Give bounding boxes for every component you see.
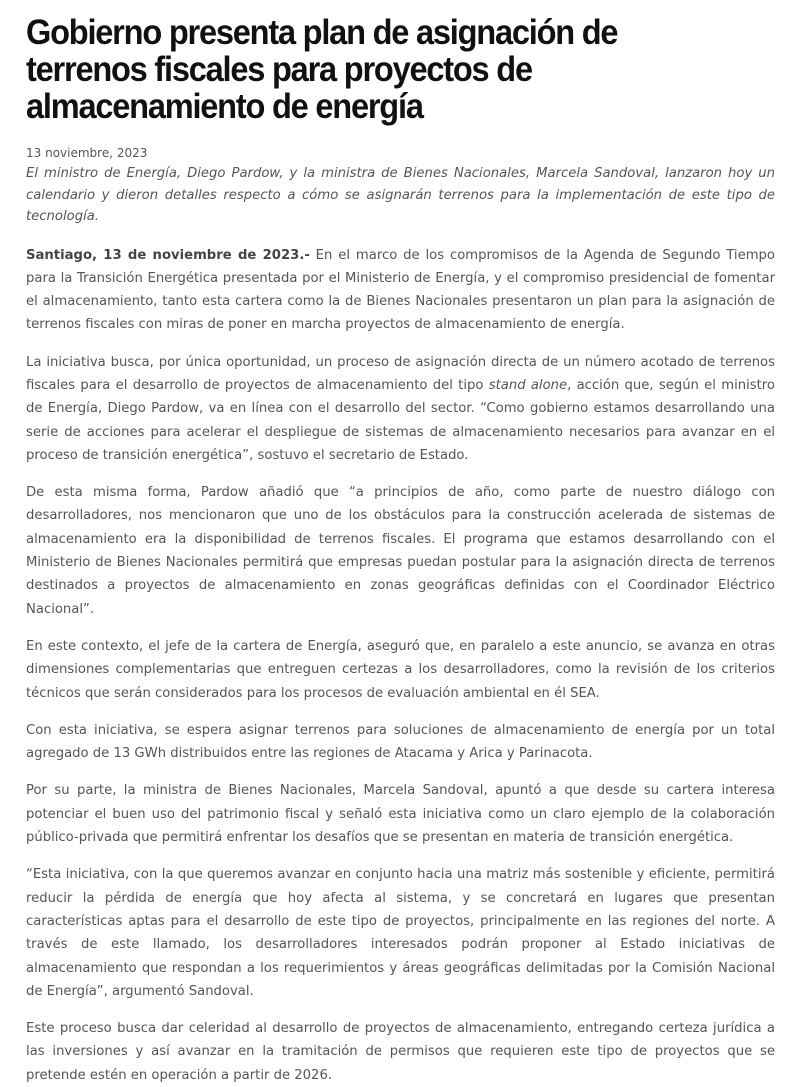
paragraph-6: Por su parte, la ministra de Bienes Nacionales, Marcela Sandoval, apuntó a que desde su cartera interesa potenciar el buen uso del patrimonio fiscal y señaló esta iniciativa como un claro ejemplo de la colaboración público-privada que permitirá enfrentar los desafíos que se presentan en materia de transición energética.	[26, 783, 775, 846]
paragraph-2-text-b: , acción que, según el ministro de Energía, Diego Pardow, va en línea con el desarrollo del sector. “Como gobierno estamos desarrollando una serie de acciones para acelerar el despliegue de sistemas de almacenamiento necesarios para avanzar en el proceso de transición energética”, sostuvo el secretario de Estado.	[26, 377, 775, 463]
dateline: Santiago, 13 de noviembre de 2023.-	[26, 247, 310, 263]
publish-date: 13 noviembre, 2023	[26, 146, 148, 160]
paragraph-2-emphasis: stand alone	[488, 377, 568, 393]
article-lead: El ministro de Energía, Diego Pardow, y la ministra de Bienes Nacionales, Marcela Sandoval, lanzaron hoy un calendario y dieron detalles respecto a cómo se asignarán terrenos para la implementación de este tipo de tecnología.	[26, 166, 775, 224]
paragraph-4: En este contexto, el jefe de la cartera de Energía, aseguró que, en paralelo a este anuncio, se avanza en otras dimensiones complementarias que entreguen certezas a los desarrolladores, como la revisión de los criterios técnicos que serán considerados para los procesos de evaluación ambiental en él SEA.	[26, 638, 775, 701]
paragraph-5: Con esta iniciativa, se espera asignar terrenos para soluciones de almacenamiento de energía por un total agregado de 13 GWh distribuidos entre las regiones de Atacama y Arica y Parinacota.	[26, 722, 775, 762]
paragraph-7: “Esta iniciativa, con la que queremos avanzar en conjunto hacia una matriz más sostenible y eficiente, permitirá reducir la pérdida de energía que hoy afecta al sistema, y se concretará en lugares que presentan características aptas para el desarrollo de este tipo de proyectos, principalmente en las regiones del norte. A través de este llamado, los desarrolladores interesados podrán proponer al Estado iniciativas de almacenamiento que respondan a los requerimientos y áreas geográficas delimitadas por la Comisión Nacional de Energía”, argumentó Sandoval.	[26, 867, 775, 999]
paragraph-1	[26, 244, 775, 337]
paragraph-2-text-a: La iniciativa busca, por única oportunidad, un proceso de asignación directa de un número acotado de terrenos fiscales para el desarrollo de proyectos de almacenamiento del tipo	[26, 354, 775, 393]
news-article	[26, 14, 775, 1087]
paragraph-3: De esta misma forma, Pardow añadió que “a principios de año, como parte de nuestro diálogo con desarrolladores, nos mencionaron que uno de los obstáculos para la construcción acelerada de sistemas de almacenamiento era la disponibilidad de terrenos fiscales. El programa que estamos desarrollando con el Ministerio de Bienes Nacionales permitirá que empresas puedan postular para la asignación directa de terrenos destinados a proyectos de almacenamiento en zonas geográficas definidas con el Coordinador Eléctrico Nacional”.	[26, 485, 775, 617]
paragraph-2	[26, 351, 775, 467]
paragraph-1-text: En el marco de los compromisos de la Agenda de Segundo Tiempo para la Transición Energética presentada por el Ministerio de Energía, y el compromiso presidencial de fomentar el almacenamiento, tanto esta cartera como la de Bienes Nacionales presentaron un plan para la asignación de terrenos fiscales con miras de poner en marcha proyectos de almacenamiento de energía.	[26, 247, 775, 333]
paragraph-8: Este proceso busca dar celeridad al desarrollo de proyectos de almacenamiento, entregando certeza jurídica a las inversiones y así avanzar en la tramitación de permisos que requieren este tipo de proyectos que se pretende estén en operación a partir de 2026.	[26, 1021, 775, 1083]
article-title: Gobierno presenta plan de asignación de terrenos fiscales para proyectos de almacenamiento de energía	[26, 13, 618, 126]
